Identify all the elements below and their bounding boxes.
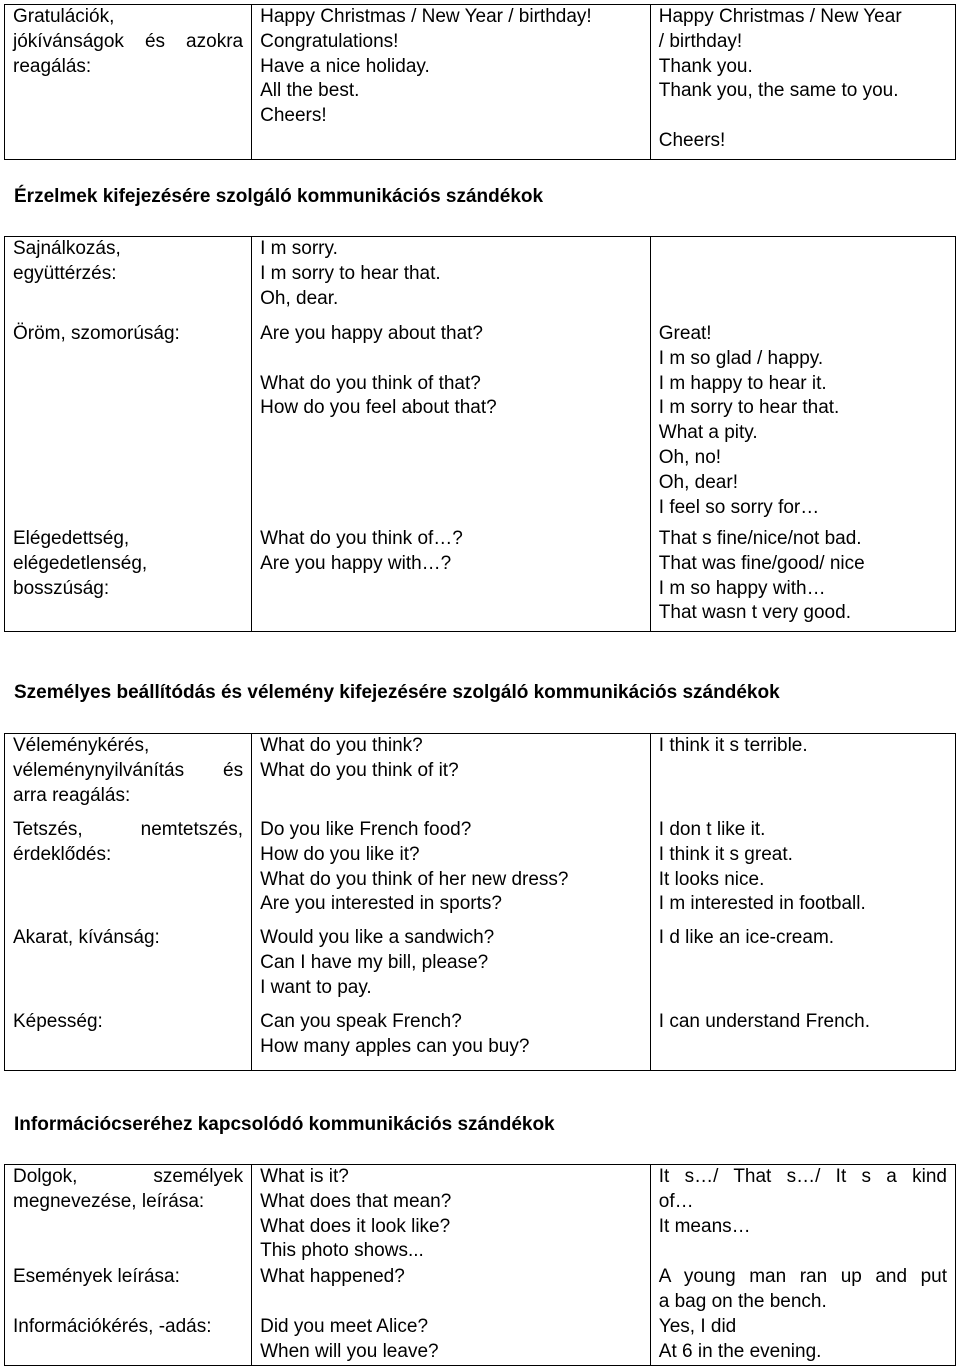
table-row — [5, 5, 956, 160]
table-row: Öröm, szomorúság: Are you happy about that? What do you think of that? How do you feel about that? Great! I m so glad / happy. I m happy to hear it. I m sorry to hear that. What a pity. Oh, no! Oh, dear! I feel so sorry for… — [5, 322, 956, 527]
section-heading: Érzelmek kifejezésére szolgáló kommunikációs szándékok — [14, 186, 544, 207]
section-heading: Személyes beállítódás és vélemény kifejezésére szolgáló kommunikációs szándékok — [14, 682, 780, 703]
table-row: Véleménykérés, véleménynyilvánítás és arra reagálás: What do you think? What do you think of it? I think it s terrible. — [5, 734, 956, 819]
greetings-table — [4, 4, 956, 160]
label-cell: Gratulációk, jókívánságok és azokra reagálás: — [5, 5, 252, 160]
information-table — [4, 1164, 956, 1366]
table-row: Elégedettség, elégedetlenség, bosszúság: What do you think of…? Are you happy with…? That s fine/nice/not bad. That was fine/good/ nice I m so happy with… That wasn t very good. — [5, 527, 956, 632]
opinions-table — [4, 733, 956, 1071]
table-row: Dolgok, személyek megnevezése, leírása: What is it? What does that mean? What does it look like? This photo shows... It s…/ That s…/ It s a kind of… It means… — [5, 1165, 956, 1266]
section-heading: Információcseréhez kapcsolódó kommunikációs szándékok — [14, 1114, 555, 1135]
table-row: Események leírása: What happened? A young man ran up and put a bag on the bench. — [5, 1265, 956, 1315]
emotions-table — [4, 236, 956, 632]
table-row: Tetszés, nemtetszés, érdeklődés: Do you like French food? How do you like it? What do you think of her new dress? Are you interested in sports? I don t like it. I think it s great. It looks nice. I m interested in football. — [5, 818, 956, 926]
table-row: Sajnálkozás, együttérzés: I m sorry. I m sorry to hear that. Oh, dear. — [5, 237, 956, 323]
table-row: Akarat, kívánság: Would you like a sandwich? Can I have my bill, please? I want to pay. I d like an ice-cream. — [5, 926, 956, 1010]
table-row: Információkérés, -adás: Did you meet Alice? When will you leave? Yes, I did At 6 in the evening. — [5, 1315, 956, 1365]
responses-cell: Happy Christmas / New Year / birthday! Thank you. Thank you, the same to you. Cheers! — [650, 5, 955, 160]
table-row: Képesség: Can you speak French? How many apples can you buy? I can understand French. — [5, 1010, 956, 1071]
phrases-cell: Happy Christmas / New Year / birthday! Congratulations! Have a nice holiday. All the best. Cheers! — [252, 5, 651, 160]
